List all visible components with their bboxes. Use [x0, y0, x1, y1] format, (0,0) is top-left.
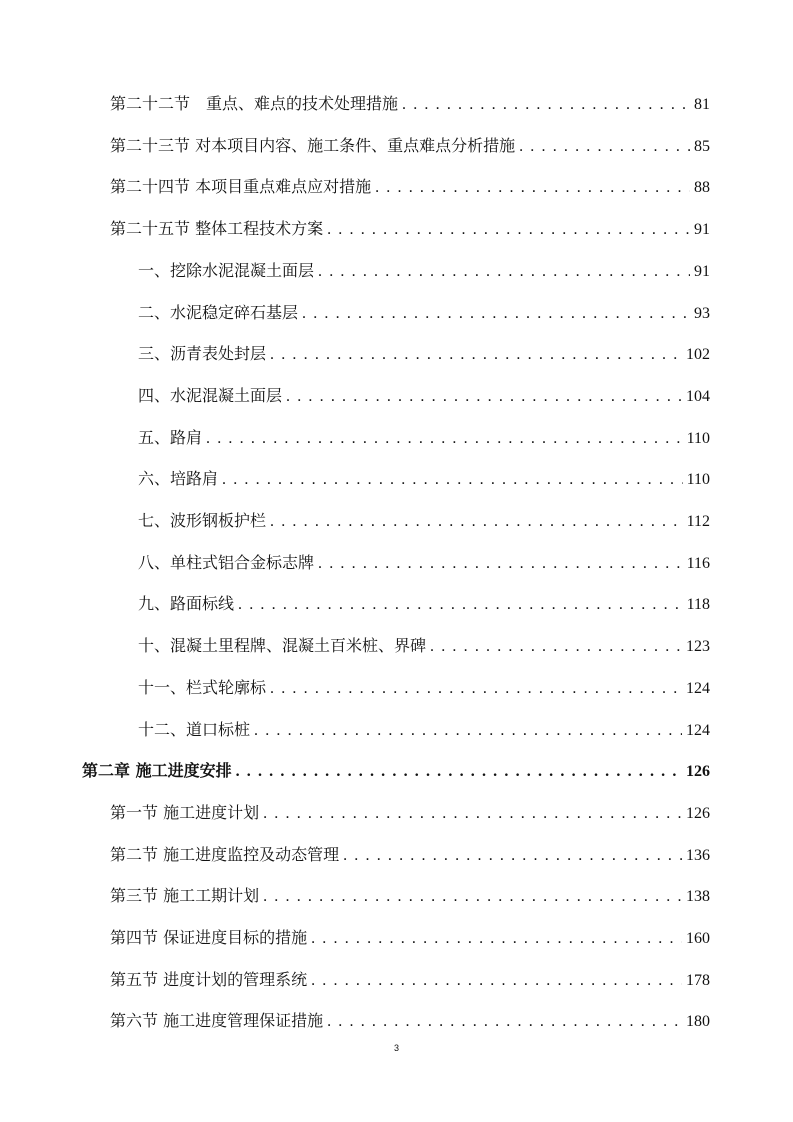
- toc-entry[interactable]: [138, 552, 710, 574]
- dot-leader: [311, 970, 682, 992]
- toc-entry[interactable]: [110, 969, 710, 991]
- dot-leader: [270, 344, 682, 366]
- toc-entry-title: 十一、栏式轮廓标: [138, 677, 267, 697]
- toc-entry-title: 第六节 施工进度管理保证措施: [110, 1011, 324, 1031]
- toc-entry-title: 一、挖除水泥混凝土面层: [138, 260, 315, 280]
- dot-leader: [238, 594, 683, 616]
- toc-entry-title: 四、水泥混凝土面层: [138, 385, 283, 405]
- toc-entry-page: 116: [686, 554, 710, 572]
- toc-entry-title: 第二十三节 对本项目内容、施工条件、重点难点分析措施: [110, 135, 516, 155]
- toc-entry[interactable]: [138, 343, 710, 365]
- toc-entry[interactable]: [138, 427, 710, 449]
- toc-entry[interactable]: [110, 844, 710, 866]
- toc-entry[interactable]: [110, 218, 710, 240]
- dot-leader: [270, 511, 683, 533]
- toc-entry-title: 九、路面标线: [138, 594, 235, 614]
- toc-entry[interactable]: [138, 510, 710, 532]
- toc-entry-title: 七、波形钢板护栏: [138, 511, 267, 530]
- toc-entry-page: 91: [694, 221, 710, 239]
- toc-entry-page: 126: [686, 804, 710, 822]
- dot-leader: [222, 469, 683, 491]
- toc-entry-page: 180: [686, 1013, 710, 1031]
- toc-entry-page: 110: [686, 471, 710, 489]
- toc-entry-page: 110: [686, 429, 710, 447]
- toc-entry-title: 二、水泥稳定碎石基层: [138, 302, 299, 322]
- toc-entry[interactable]: [110, 176, 710, 198]
- dot-leader: [327, 219, 690, 241]
- toc-entry-title: 第二十五节 整体工程技术方案: [110, 219, 324, 239]
- toc-entry-title: 五、路肩: [138, 427, 203, 447]
- toc-entry-title: 第二节 施工进度监控及动态管理: [110, 844, 340, 864]
- toc-chapter-entry[interactable]: [82, 760, 710, 782]
- toc-entry-page: 124: [686, 679, 710, 697]
- dot-leader: [302, 303, 690, 325]
- toc-entry[interactable]: [110, 1010, 710, 1032]
- dot-leader: [375, 177, 690, 199]
- dot-leader: [318, 553, 683, 575]
- dot-leader: [430, 636, 682, 658]
- dot-leader: [236, 761, 682, 783]
- toc-entry-title: 十、混凝土里程牌、混凝土百米桩、界碑: [138, 636, 427, 656]
- toc-entry-page: 126: [686, 763, 710, 781]
- toc-entry-page: 124: [686, 721, 710, 739]
- toc-entry[interactable]: [138, 677, 710, 699]
- toc-entry-title: 十二、道口标桩: [138, 719, 251, 739]
- dot-leader: [270, 678, 682, 700]
- dot-leader: [286, 386, 682, 408]
- toc-entry[interactable]: [138, 385, 710, 407]
- toc-entry-page: 136: [686, 846, 710, 864]
- toc-entry[interactable]: [138, 302, 710, 324]
- toc-entry-title: 三、沥青表处封层: [138, 344, 267, 364]
- toc-entry-title: 第五节 进度计划的管理系统: [110, 969, 308, 989]
- dot-leader: [402, 94, 690, 116]
- toc-entry[interactable]: [110, 927, 710, 949]
- toc-entry-page: 123: [686, 638, 710, 656]
- dot-leader: [254, 720, 682, 742]
- toc-entry-title: 第一节 施工进度计划: [110, 802, 260, 822]
- toc-entry-page: 138: [686, 888, 710, 906]
- dot-leader: [343, 845, 682, 867]
- toc-entry-title: 第四节 保证进度目标的措施: [110, 928, 308, 947]
- toc-entry[interactable]: [138, 719, 710, 741]
- toc-entry-title: 八、单柱式铝合金标志牌: [138, 552, 315, 572]
- toc-entry[interactable]: [110, 135, 710, 157]
- toc-entry-title: 六、培路肩: [138, 469, 219, 489]
- toc-entry-page: 91: [694, 262, 710, 280]
- toc-entry-title: 第三节 施工工期计划: [110, 886, 260, 906]
- dot-leader: [311, 928, 682, 950]
- toc-entry-title: 第二章 施工进度安排: [82, 761, 232, 781]
- toc-entry-page: 160: [686, 930, 710, 947]
- toc-entry[interactable]: [110, 885, 710, 907]
- toc-entry-page: 81: [694, 96, 710, 113]
- dot-leader: [318, 261, 690, 283]
- toc-entry[interactable]: [138, 260, 710, 282]
- dot-leader: [263, 803, 682, 825]
- dot-leader: [206, 428, 683, 450]
- page-number: 3: [393, 1043, 399, 1053]
- toc-entry-page: 118: [686, 596, 710, 614]
- toc-entry[interactable]: [138, 468, 710, 490]
- dot-leader: [327, 1011, 682, 1033]
- toc-entry[interactable]: [110, 93, 710, 115]
- toc-entry-page: 85: [694, 137, 710, 155]
- toc-entry-page: 178: [686, 971, 710, 989]
- dot-leader: [263, 886, 682, 908]
- toc-entry[interactable]: [138, 635, 710, 657]
- toc-entry-page: 102: [686, 346, 710, 364]
- toc-entry-title: 第二十二节 重点、难点的技术处理措施: [110, 94, 399, 113]
- toc-entry-page: 93: [694, 304, 710, 322]
- toc-entry-page: 104: [686, 387, 710, 405]
- toc-entry[interactable]: [110, 802, 710, 824]
- toc-entry[interactable]: [138, 593, 710, 615]
- toc-entry-page: 88: [694, 179, 710, 197]
- dot-leader: [519, 136, 690, 158]
- toc-entry-page: 112: [686, 513, 710, 530]
- toc-entry-title: 第二十四节 本项目重点难点应对措施: [110, 177, 372, 197]
